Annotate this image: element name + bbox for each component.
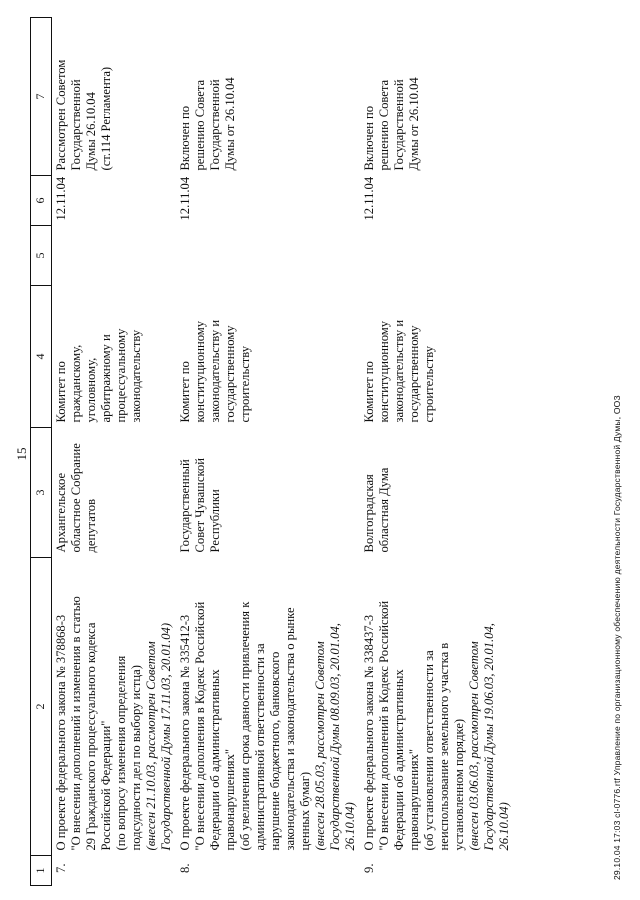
responsible-committee-line: строительству	[422, 345, 436, 423]
bill-title-line: Российской Федерации"	[99, 720, 113, 851]
row-number: 8.	[178, 863, 192, 873]
column-header: 5	[31, 226, 52, 286]
responsible-committee-line: процессуальному	[114, 328, 128, 423]
responsible-committee-line: уголовному,	[84, 357, 98, 423]
row-number: 9.	[362, 863, 376, 873]
responsible-committee	[52, 286, 177, 428]
responsible-committee-line: Комитет по	[178, 361, 192, 423]
responsible-committee	[360, 286, 518, 428]
date-cell: 12.11.04	[362, 176, 376, 221]
note-line: Включен по	[178, 105, 192, 171]
bill-title-line: "О внесении дополнений и изменения в статью	[69, 596, 83, 851]
bill-history-line: 26.10.04)	[343, 802, 357, 851]
note-line: Государственной	[69, 79, 83, 171]
initiator	[52, 428, 177, 558]
column-5-cell	[360, 226, 518, 286]
column-header: 7	[31, 18, 52, 176]
note-line: решению Совета	[377, 79, 391, 171]
responsible-committee-line: арбитражному и	[99, 334, 113, 423]
bill-title	[176, 558, 360, 856]
table-body	[52, 18, 519, 886]
note-line: Думы от 26.10.04	[223, 77, 237, 171]
bill-title-line: Федерации об административных	[208, 669, 222, 851]
bill-title-line: ценных бумаг)	[298, 771, 312, 851]
bill-title-line: "О внесении дополнения в Кодекс Российской	[193, 601, 207, 851]
responsible-committee-line: гражданскому,	[69, 344, 83, 423]
bill-title-line: Федерации об административных	[392, 669, 406, 851]
initiator-line: Республики	[208, 489, 222, 553]
bill-title-line: О проекте федерального закона № 338437-3	[362, 614, 376, 851]
note	[360, 18, 518, 176]
bill-title-line: законодательства и законодательства о рынке	[283, 607, 297, 851]
row-number: 7.	[54, 863, 68, 873]
page-number: 15	[14, 447, 29, 461]
responsible-committee-line: Комитет по	[54, 361, 68, 423]
responsible-committee-line: законодательству и	[208, 319, 222, 423]
column-header: 1	[31, 856, 52, 886]
bill-history-line: (внесен 21.10.03, рассмотрен Советом	[144, 641, 158, 851]
bill-title	[360, 558, 518, 856]
footer-note: 29.10.04 17:03 cl-0776.rtf Управление по организационному обеспечению деятельности Государственной Думы, ООЗ	[612, 395, 622, 880]
table-header-row	[31, 18, 52, 886]
column-header: 2	[31, 558, 52, 856]
responsible-committee-line: конституционному	[193, 320, 207, 423]
column-5-cell	[52, 226, 177, 286]
bill-history-line: (внесен 28.05.03, рассмотрен Советом	[313, 641, 327, 851]
initiator-line: областная Дума	[377, 467, 391, 553]
bill-title-line: (об увеличении срока давности привлечения к	[238, 601, 252, 851]
bill-history-line: Государственной Думы 17.11.03, 20.01.04)	[159, 622, 173, 851]
bill-history-line: (внесен 03.06.03, рассмотрен Советом	[467, 641, 481, 851]
bill-title-line: О проекте федерального закона № 335412-3	[178, 614, 192, 851]
bill-title-line: административной ответственности за	[253, 643, 267, 851]
bill-title-line: правонарушениях"	[223, 748, 237, 851]
note-line: решению Совета	[193, 79, 207, 171]
bill-title-line: неиспользование земельного участка в	[437, 642, 451, 851]
date-cell: 12.11.04	[178, 176, 192, 221]
initiator-line: Волгоградская	[362, 474, 376, 553]
responsible-committee-line: законодательству	[129, 329, 143, 423]
initiator-line: Государственный	[178, 459, 192, 553]
initiator-line: депутатов	[84, 498, 98, 553]
column-header: 6	[31, 176, 52, 226]
bill-title-line: нарушение бюджетного, банковского	[268, 651, 282, 851]
table-row	[176, 18, 360, 886]
initiator	[360, 428, 518, 558]
bill-title-line: установленном порядке)	[452, 718, 466, 851]
responsible-committee-line: законодательству и	[392, 319, 406, 423]
responsible-committee	[176, 286, 360, 428]
responsible-committee-line: государственному	[223, 325, 237, 423]
bill-title-line: подсудности дел по выбору истца)	[129, 665, 143, 851]
responsible-committee-line: конституционному	[377, 320, 391, 423]
note-line: Рассмотрен Советом	[54, 59, 68, 171]
note-line: Думы от 26.10.04	[407, 77, 421, 171]
note-line: (ст.114 Регламента)	[99, 66, 113, 171]
date-cell: 12.11.04	[54, 176, 68, 221]
note-line: Включен по	[362, 105, 376, 171]
column-header: 3	[31, 428, 52, 558]
bill-history-line: Государственной Думы 19.06.03, 20.01.04,	[482, 623, 496, 851]
responsible-committee-line: государственному	[407, 325, 421, 423]
bill-title-line: О проекте федерального закона № 378868-3	[54, 614, 68, 851]
bill-title-line: "О внесении дополнений в Кодекс Российской	[377, 600, 391, 851]
initiator-line: областное Собрание	[69, 443, 83, 553]
note-line: Государственной	[208, 79, 222, 171]
bill-title-line: 29 Гражданского процессуального кодекса	[84, 622, 98, 851]
bill-title-line: (об установлении ответственности за	[422, 650, 436, 851]
column-header: 4	[31, 286, 52, 428]
bill-title-line: (по вопросу изменения определения	[114, 655, 128, 851]
note	[176, 18, 360, 176]
column-5-cell	[176, 226, 360, 286]
note	[52, 18, 177, 176]
note-line: Думы 26.10.04	[84, 92, 98, 171]
bills-table	[30, 17, 518, 886]
initiator-line: Совет Чувашской	[193, 458, 207, 553]
bill-title-line: правонарушениях"	[407, 748, 421, 851]
table-row	[52, 18, 177, 886]
table-row	[360, 18, 518, 886]
responsible-committee-line: строительству	[238, 345, 252, 423]
bill-history-line: Государственной Думы 08.09.03, 20.01.04,	[328, 623, 342, 851]
initiator-line: Архангельское	[54, 472, 68, 553]
initiator	[176, 428, 360, 558]
bill-history-line: 26.10.04)	[497, 802, 511, 851]
bill-title	[52, 558, 177, 856]
note-line: Государственной	[392, 79, 406, 171]
responsible-committee-line: Комитет по	[362, 361, 376, 423]
